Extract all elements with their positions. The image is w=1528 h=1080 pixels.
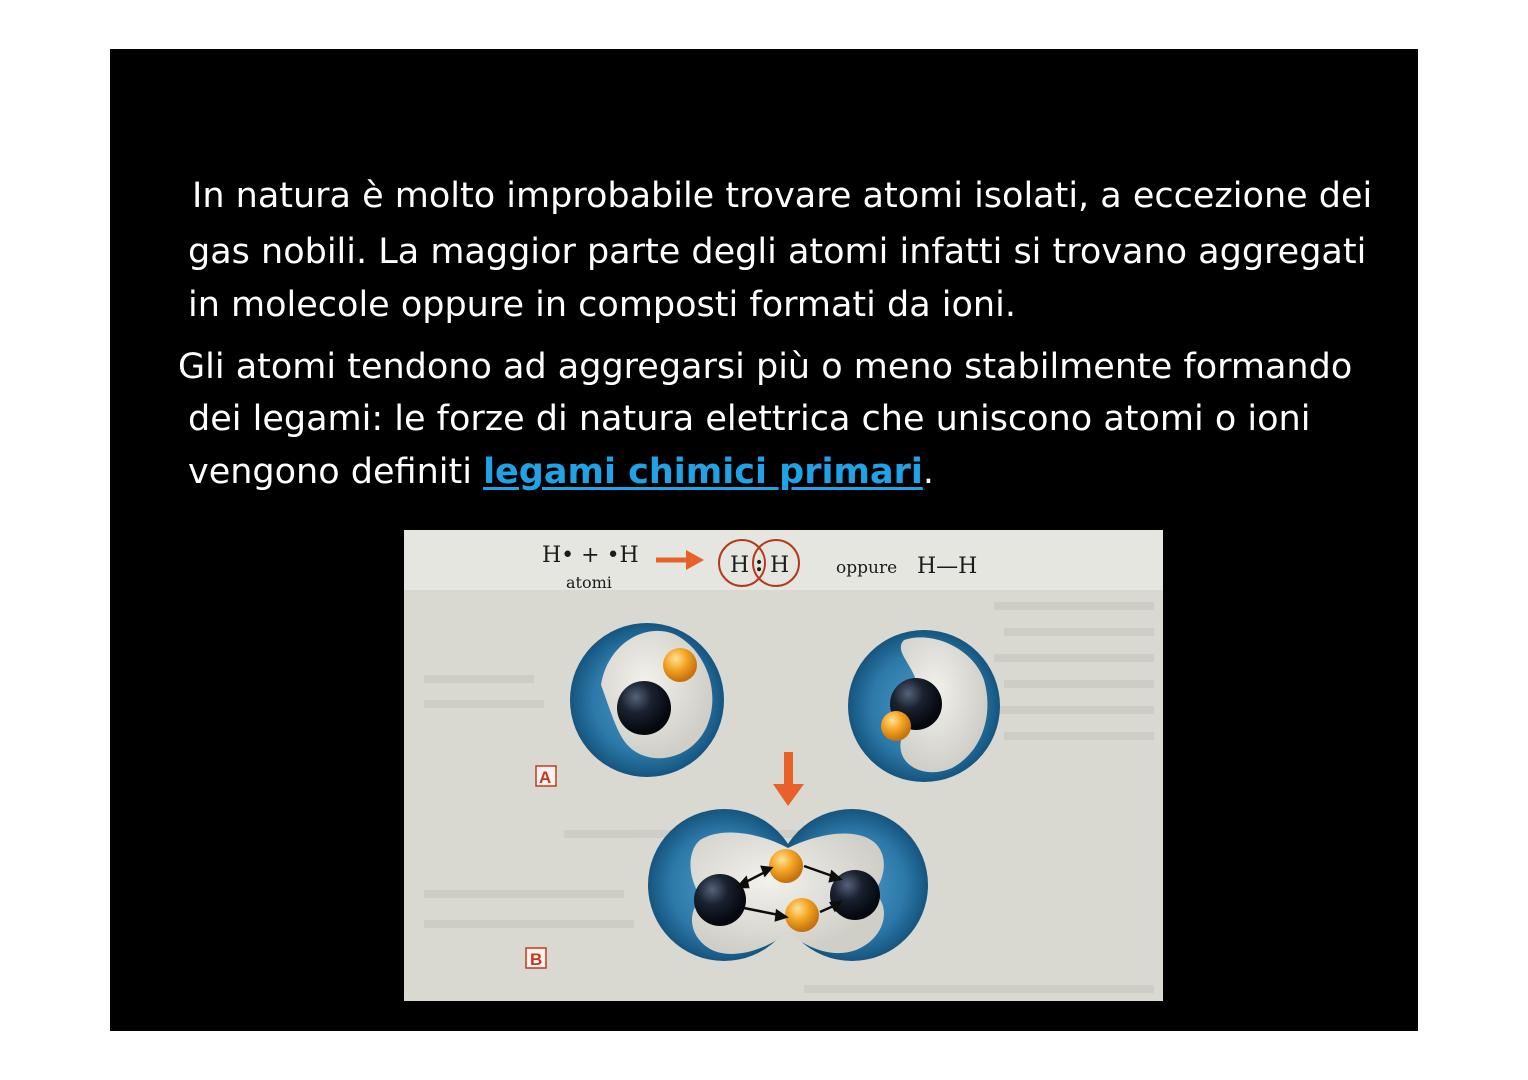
molecule-left: H xyxy=(730,553,750,578)
molecule-right: H xyxy=(770,553,790,578)
label-a: A xyxy=(539,768,552,787)
paragraph1-line2: gas nobili. La maggior parte degli atomi infatti si trovano aggregati xyxy=(188,232,1367,272)
caption-atomi: atomi xyxy=(566,573,612,592)
paragraph2-line1: Gli atomi tendono ad aggregarsi più o meno stabilmente formando xyxy=(178,347,1353,387)
legami-chimici-primari-link[interactable]: legami chimici primari xyxy=(483,452,923,492)
molecule-dots: : xyxy=(755,551,764,577)
oppure-label: oppure xyxy=(836,558,898,578)
equation-left: H• + •H xyxy=(542,543,639,568)
label-b: B xyxy=(530,950,543,969)
paragraph2-line2: dei legami: le forze di natura elettrica che uniscono atomi o ioni xyxy=(188,399,1311,439)
structural-formula: H—H xyxy=(917,554,978,579)
line3-prefix: vengono definiti xyxy=(188,452,484,492)
hydrogen-atom-left xyxy=(570,623,724,777)
hydrogen-atom-right xyxy=(848,630,1000,782)
paragraph1-line1: In natura è molto improbabile trovare atomi isolati, a eccezione dei xyxy=(192,176,1373,216)
paragraph2-line3 xyxy=(188,451,934,493)
hydrogen-bond-figure xyxy=(404,530,1163,1001)
figure-illustration xyxy=(404,530,1163,1001)
line3-suffix: . xyxy=(922,452,934,492)
paragraph1-line3: in molecole oppure in composti formati da ioni. xyxy=(188,285,1016,325)
